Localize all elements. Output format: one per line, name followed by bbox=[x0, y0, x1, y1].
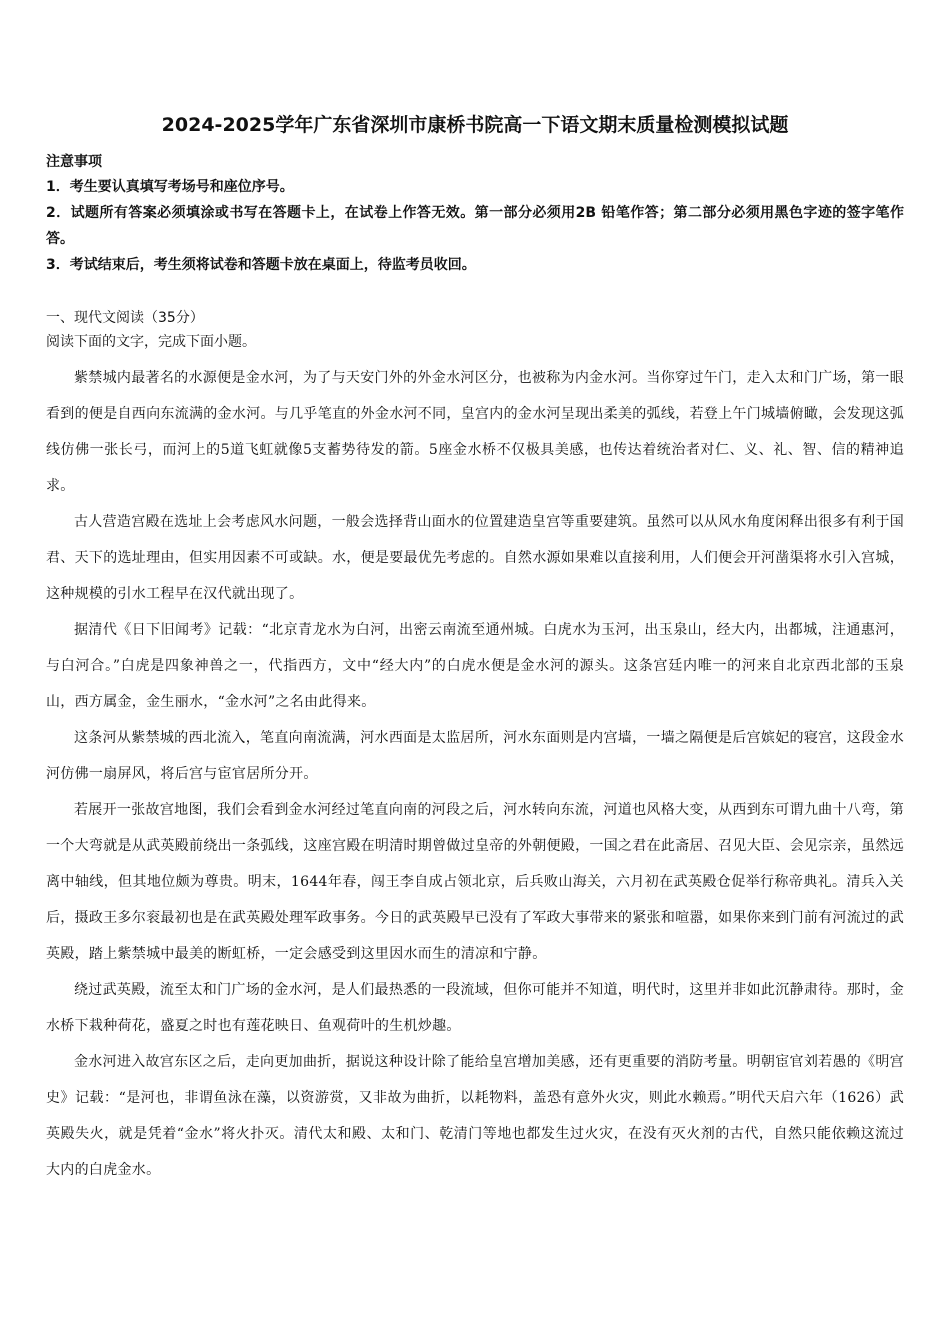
passage-paragraph: 金水河进入故宫东区之后，走向更加曲折，据说这种设计除了能给皇宫增加美感，还有更重要的消防考量。明朝宦官刘若愚的《明宫史》记载：“是河也，非谓鱼泳在藻，以资游赏，又非故为曲折，以耗物料，盖恐有意外火灾，则此水赖焉。”明代天启六年（1626）武英殿失火，就是凭着“金水”将火扑灭。清代太和殿、太和门、乾清门等地也都发生过火灾，在没有灭火剂的古代，自然只能依赖这流过大内的白虎金水。 bbox=[46, 1054, 904, 1178]
notice-item: 3．考试结束后，考生须将试卷和答题卡放在桌面上，待监考员收回。 bbox=[46, 257, 476, 273]
passage-paragraph: 紫禁城内最著名的水源便是金水河，为了与天安门外的外金水河区分，也被称为内金水河。当你穿过午门，走入太和门广场，第一眼看到的便是自西向东流满的金水河。与几乎笔直的外金水河不同，皇宫内的金水河呈现出柔美的弧线，若登上午门城墙俯瞰，会发现这弧线仿佛一张长弓，而河上的5道飞虹就像5支蓄势待发的箭。5座金水桥不仅极具美感，也传达着统治者对仁、义、礼、智、信的精神追求。 bbox=[46, 370, 904, 494]
reading-section bbox=[46, 306, 904, 1188]
passage-paragraph: 这条河从紫禁城的西北流入，笔直向南流满，河水西面是太监居所，河水东面则是内宫墙，一墙之隔便是后宫嫔妃的寝宫，这段金水河仿佛一扇屏风，将后宫与宦官居所分开。 bbox=[46, 730, 904, 782]
section-instruction: 阅读下面的文字，完成下面小题。 bbox=[46, 334, 256, 350]
passage-paragraph: 若展开一张故宫地图，我们会看到金水河经过笔直向南的河段之后，河水转向东流，河道也风格大变，从西到东可谓九曲十八弯，第一个大弯就是从武英殿前绕出一条弧线，这座宫殿在明清时期曾做过皇帝的外朝便殿，一国之君在此斋居、召见大臣、会见宗亲，虽然远离中轴线，但其地位颇为尊贵。明末，1644年春，闯王李自成占领北京，后兵败山海关，六月初在武英殿仓促举行称帝典礼。清兵入关后，摄政王多尔衮最初也是在武英殿处理军政事务。今日的武英殿早已没有了军政大事带来的紧张和喧嚣，如果你来到门前有河流过的武英殿，踏上紫禁城中最美的断虹桥，一定会感受到这里因水而生的清凉和宁静。 bbox=[46, 802, 904, 962]
section-heading: 一、现代文阅读（35分） bbox=[46, 310, 204, 326]
notice-heading: 注意事项 bbox=[46, 154, 102, 170]
exam-title: 2024-2025学年广东省深圳市康桥书院高一下语文期末质量检测模拟试题 bbox=[161, 114, 789, 136]
notice-item: 1．考生要认真填写考场号和座位序号。 bbox=[46, 179, 294, 195]
exam-page bbox=[46, 108, 904, 1188]
notice-block bbox=[46, 150, 904, 278]
passage-paragraph: 据清代《日下旧闻考》记载：“北京青龙水为白河，出密云南流至通州城。白虎水为玉河，出玉泉山，经大内，出都城，注通惠河，与白河合。”白虎是四象神兽之一，代指西方，文中“经大内”的白虎水便是金水河的源头。这条宫廷内唯一的河来自北京西北部的玉泉山，西方属金，金生丽水，“金水河”之名由此得来。 bbox=[46, 622, 904, 710]
passage-paragraph: 古人营造宫殿在选址上会考虑风水问题，一般会选择背山面水的位置建造皇宫等重要建筑。虽然可以从风水角度闲释出很多有利于国君、天下的选址理由，但实用因素不可或缺。水，便是要最优先考虑的。自然水源如果难以直接利用，人们便会开河凿渠将水引入宫城，这种规模的引水工程早在汉代就出现了。 bbox=[46, 514, 904, 602]
passage-paragraph: 绕过武英殿，流至太和门广场的金水河，是人们最热悉的一段流域，但你可能并不知道，明代时，这里并非如此沉静肃待。那时，金水桥下栽种荷花，盛夏之时也有莲花映日、鱼观荷叶的生机炒趣。 bbox=[46, 982, 904, 1034]
notice-item: 2．试题所有答案必须填涂或书写在答题卡上，在试卷上作答无效。第一部分必须用2B 铅笔作答；第二部分必须用黑色字迹的签字笔作答。 bbox=[46, 205, 904, 247]
